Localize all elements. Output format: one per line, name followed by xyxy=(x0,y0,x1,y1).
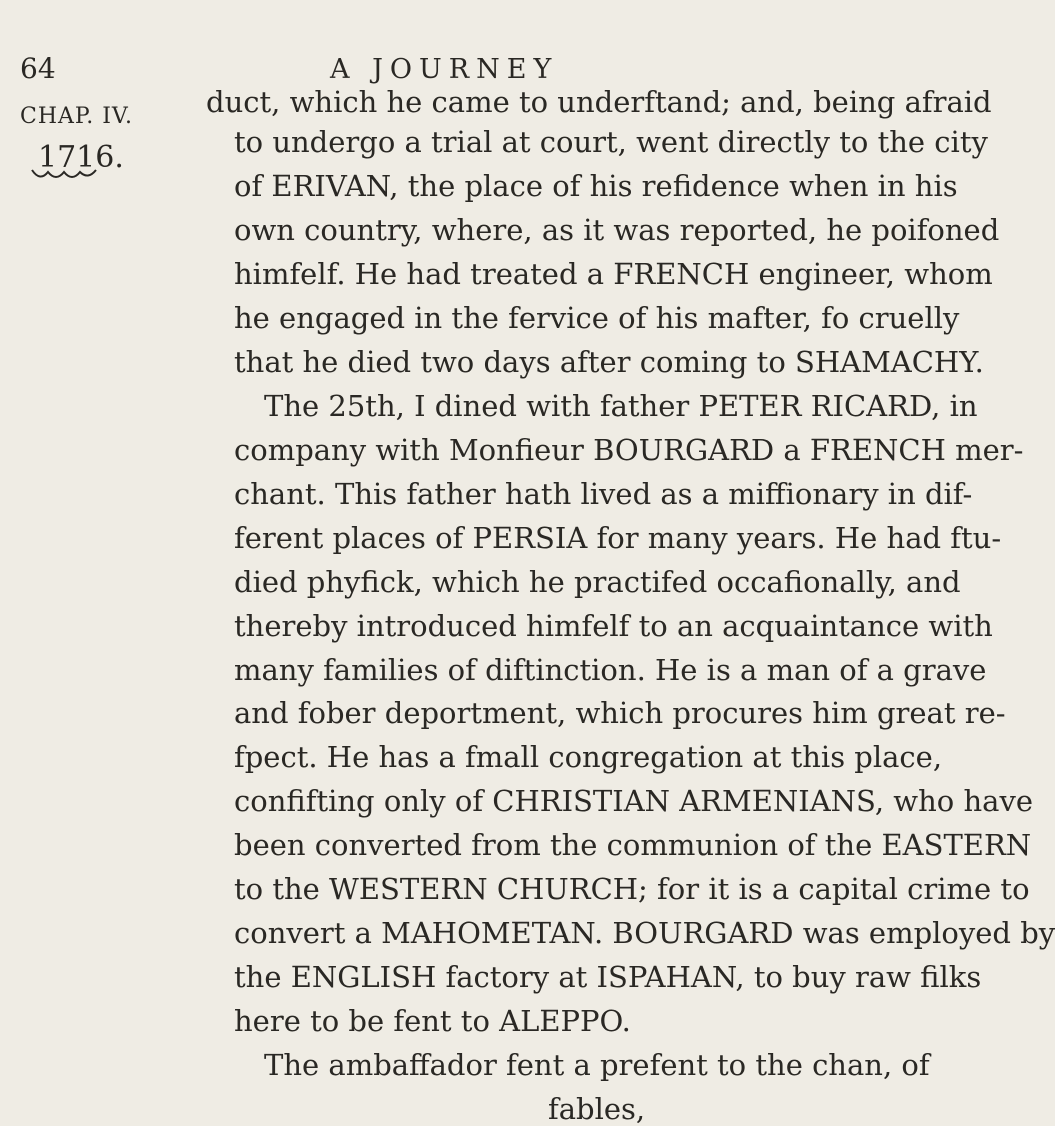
text-line: to undergo a trial at court, went directly to the city xyxy=(234,125,988,159)
text-line: himfelf. He had treated a FRENCH engineer, whom xyxy=(234,257,993,291)
text-line: ferent places of PERSIA for many years. He had ftu- xyxy=(234,521,1002,555)
text-line: that he died two days after coming to SHAMACHY. xyxy=(234,345,984,379)
text-line: confifting only of CHRISTIAN ARMENIANS, who have xyxy=(234,784,1033,818)
text-line: own country, where, as it was reported, he poifoned xyxy=(234,213,1000,247)
text-line: company with Monfieur BOURGARD a FRENCH mer- xyxy=(234,433,1024,467)
text-line: been converted from the communion of the EASTERN xyxy=(234,828,1032,862)
year-underline-flourish xyxy=(30,166,100,184)
text-line: the ENGLISH factory at ISPAHAN, to buy raw filks xyxy=(234,960,982,994)
text-line: The 25th, I dined with father PETER RICARD, in xyxy=(264,389,978,423)
running-title: A JOURNEY xyxy=(330,54,559,85)
text-line: The ambaffador fent a prefent to the chan, of xyxy=(264,1048,930,1082)
page-number: 64 xyxy=(20,52,56,85)
text-line: fpect. He has a fmall congregation at this place, xyxy=(234,740,943,774)
text-line: died phyfick, which he practifed occafionally, and xyxy=(234,565,961,599)
text-line: and fober deportment, which procures him great re- xyxy=(234,696,1006,730)
text-line: thereby introduced himfelf to an acquaintance with xyxy=(234,609,993,643)
text-line: many families of diftinction. He is a man of a grave xyxy=(234,653,987,687)
chapter-marginal-note: CHAP. IV. xyxy=(20,104,133,129)
year-marginal-note: 1716. xyxy=(38,140,124,175)
text-line: he engaged in the fervice of his mafter, fo cruelly xyxy=(234,301,960,335)
text-line: to the WESTERN CHURCH; for it is a capital crime to xyxy=(234,872,1030,906)
text-line: fables, xyxy=(548,1092,646,1126)
text-line: of ERIVAN, the place of his refidence when in his xyxy=(234,169,958,203)
text-line: duct, which he came to underftand; and, being afraid xyxy=(206,85,992,119)
text-line: convert a MAHOMETAN. BOURGARD was employed by xyxy=(234,916,1055,950)
text-line: here to be fent to ALEPPO. xyxy=(234,1004,631,1038)
text-line: chant. This father hath lived as a miffionary in dif- xyxy=(234,477,973,511)
